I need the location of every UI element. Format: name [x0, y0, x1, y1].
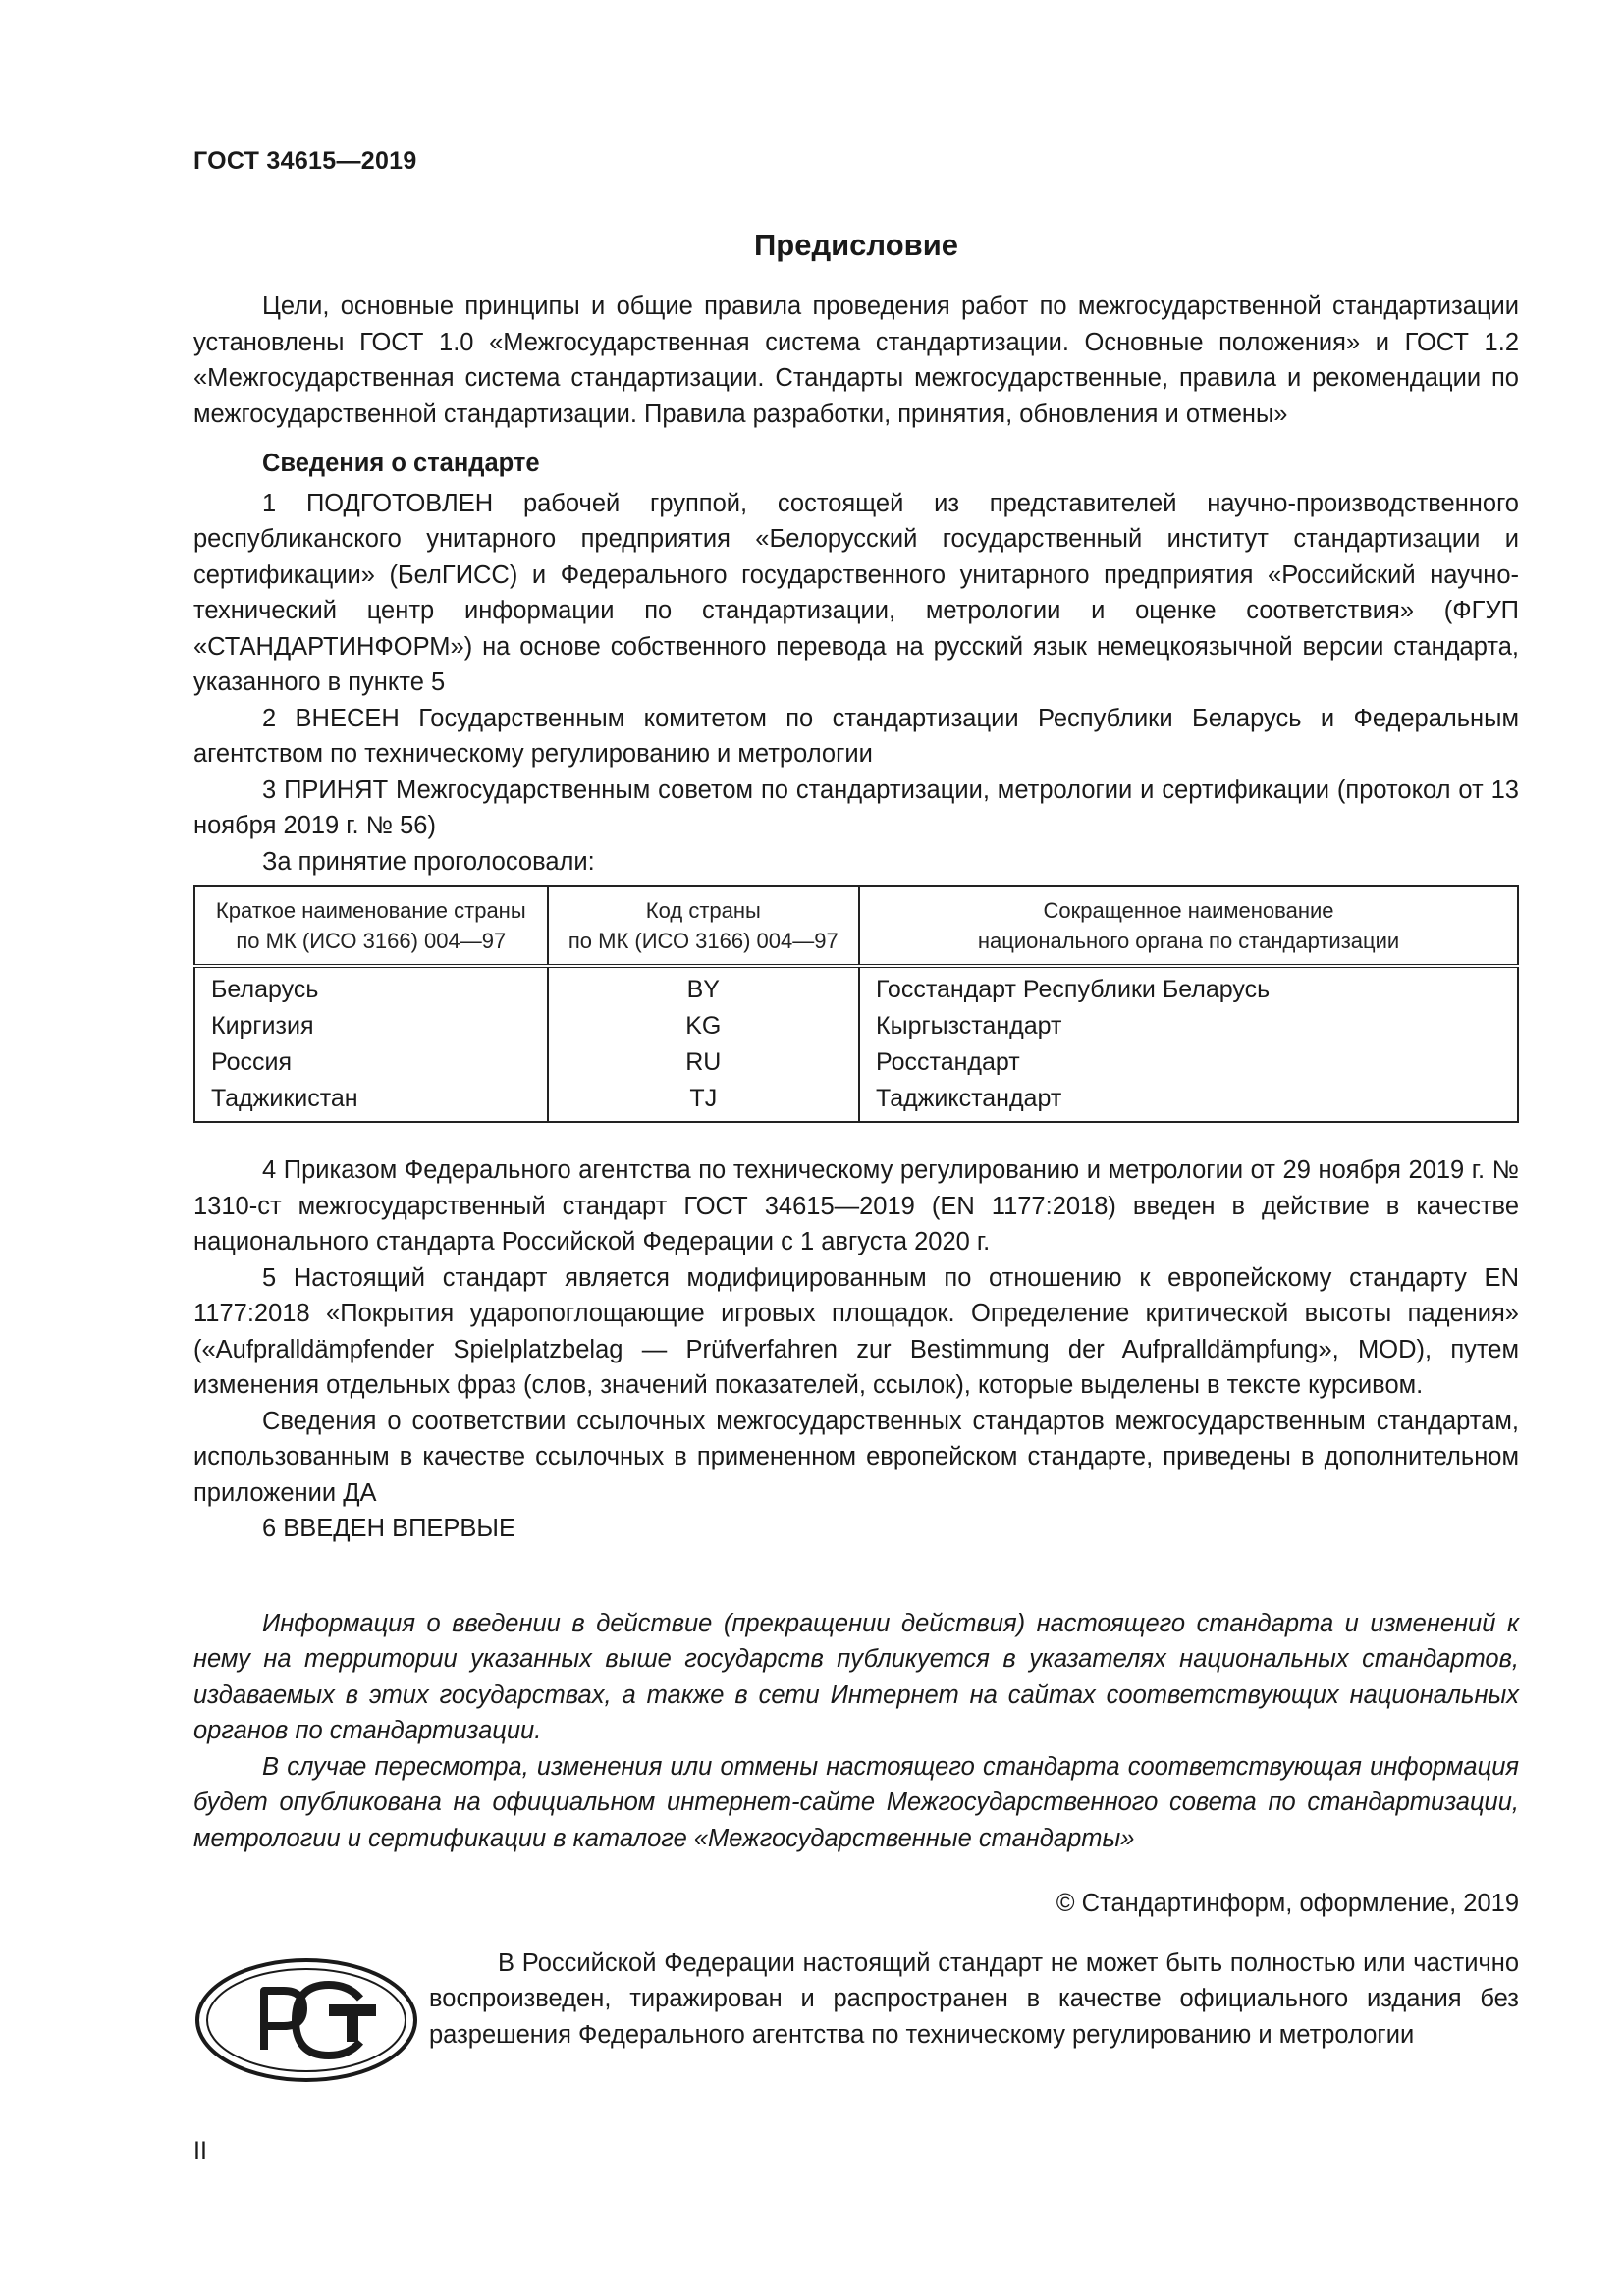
body-cell: Росстандарт: [859, 1044, 1518, 1081]
vote-intro: За принятие проголосовали:: [262, 847, 595, 876]
item-4-order: 4 Приказом Федерального агентства по техническому регулированию и метрологии от 29 ноября 2019 г. № 1310-ст межгосударственный стандарт ГОСТ 34615—2019 (EN 1177:2018) введен в действие в качестве национального стандарта Российской Федерации с 1 августа 2020 г.: [193, 1156, 1519, 1255]
column-header-line: Сокращенное наименование: [1043, 898, 1334, 923]
table-row: [194, 1044, 1518, 1081]
code-cell: KG: [548, 1008, 859, 1044]
country-cell: Киргизия: [194, 1008, 548, 1044]
code-cell: RU: [548, 1044, 859, 1081]
table-header-row: [194, 886, 1518, 966]
column-header-line: Код страны: [645, 898, 761, 923]
country-cell: Таджикистан: [194, 1081, 548, 1122]
table-row: [194, 966, 1518, 1008]
column-header-line: Краткое наименование страны: [215, 898, 526, 923]
column-header-country: [194, 886, 548, 966]
document-code: ГОСТ 34615—2019: [193, 147, 417, 175]
code-cell: TJ: [548, 1081, 859, 1122]
info-paragraph-revision: В случае пересмотра, изменения или отмены настоящего стандарта соответствующая информация будет опубликована на официальном интернет-сайте Межгосударственного совета по стандартизации, метрологии и сертификации в каталоге «Межгосударственные стандарты»: [193, 1752, 1519, 1852]
voting-countries-table: [193, 885, 1519, 1123]
preface-content: [193, 226, 1519, 2103]
body-cell: Госстандарт Республики Беларусь: [859, 966, 1518, 1008]
code-cell: BY: [548, 966, 859, 1008]
body-cell: Кыргызстандарт: [859, 1008, 1518, 1044]
column-header-line: по МК (ИСО 3166) 004—97: [236, 929, 507, 953]
item-6-introduced: 6 ВВЕДЕН ВПЕРВЫЕ: [262, 1515, 516, 1542]
column-header-code: [548, 886, 859, 966]
info-paragraph-publication: Информация о введении в действие (прекращении действия) настоящего стандарта и изменений к нему на территории указанных выше государств публикуется в указателях национальных стандартов, издаваемых в этих государствах, а также в сети Интернет на сайтах соответствующих национальных органов по стандартизации.: [193, 1609, 1519, 1744]
table-row: [194, 1081, 1518, 1122]
body-cell: Таджикстандарт: [859, 1081, 1518, 1122]
item-1-prepared: 1 ПОДГОТОВЛЕН рабочей группой, состоящей из представителей научно-производственного республиканского унитарного предприятия «Белорусский государственный институт стандартизации и сертификации» (БелГИСС) и Федерального государственного унитарного предприятия «Российский научно-технический центр информации по стандартизации, метрологии и оценке соответствия» (ФГУП «СТАНДАРТИНФОРМ») на основе собственного перевода на русский язык немецкоязычной версии стандарта, указанного в пункте 5: [193, 489, 1519, 696]
country-cell: Россия: [194, 1044, 548, 1081]
column-header-line: по МК (ИСО 3166) 004—97: [568, 929, 839, 953]
page-number: II: [193, 2137, 207, 2164]
rst-certification-mark-icon: [193, 1955, 419, 2085]
intro-paragraph: Цели, основные принципы и общие правила проведения работ по межгосударственной стандартизации установлены ГОСТ 1.0 «Межгосударственная система стандартизации. Основные положения» и ГОСТ 1.2 «Межгосударственная система стандартизации. Стандарты межгосударственные, правила и рекомендации по межгосударственной стандартизации. Правила разработки, принятия, обновления и отмены»: [193, 293, 1519, 428]
country-cell: Беларусь: [194, 966, 548, 1008]
item-2-submitted: 2 ВНЕСЕН Государственным комитетом по стандартизации Республики Беларусь и Федеральным агентством по техническому регулированию и метрологии: [193, 704, 1519, 768]
section-title: Сведения о стандарте: [262, 450, 540, 477]
item-5-modified: 5 Настоящий стандарт является модифицированным по отношению к европейскому стандарту EN 1177:2018 «Покрытия ударопоглощающие игровых площадок. Определение критической высоты падения» («Aufpralldämpfender Spielplatzbelag — Prüfverfahren zur Bestimmung der Aufpralldämpfung», MOD), путем изменения отдельных фраз (слов, значений показателей, ссылок), которые выделены в тексте курсивом.: [193, 1263, 1519, 1399]
item-5-references: Сведения о соответствии ссылочных межгосударственных стандартов межгосударственным стандартам, использованным в качестве ссылочных в примененном европейском стандарте, приведены в дополнительном приложении ДА: [193, 1407, 1519, 1507]
copyright-line: © Стандартинформ, оформление, 2019: [1056, 1890, 1519, 1917]
reproduction-notice: В Российской Федерации настоящий стандарт не может быть полностью или частично воспроизведен, тиражирован и распространен в качестве официального издания без разрешения Федерального агентства по техническому регулированию и метрологии: [429, 1949, 1519, 2049]
column-header-line: национального органа по стандартизации: [977, 929, 1400, 953]
reproduction-notice-block: [193, 1946, 1519, 2103]
item-3-adopted: 3 ПРИНЯТ Межгосударственным советом по стандартизации, метрологии и сертификации (протокол от 13 ноября 2019 г. № 56): [193, 775, 1519, 839]
table-row: [194, 1008, 1518, 1044]
page-title: Предисловие: [753, 228, 958, 262]
column-header-body: [859, 886, 1518, 966]
